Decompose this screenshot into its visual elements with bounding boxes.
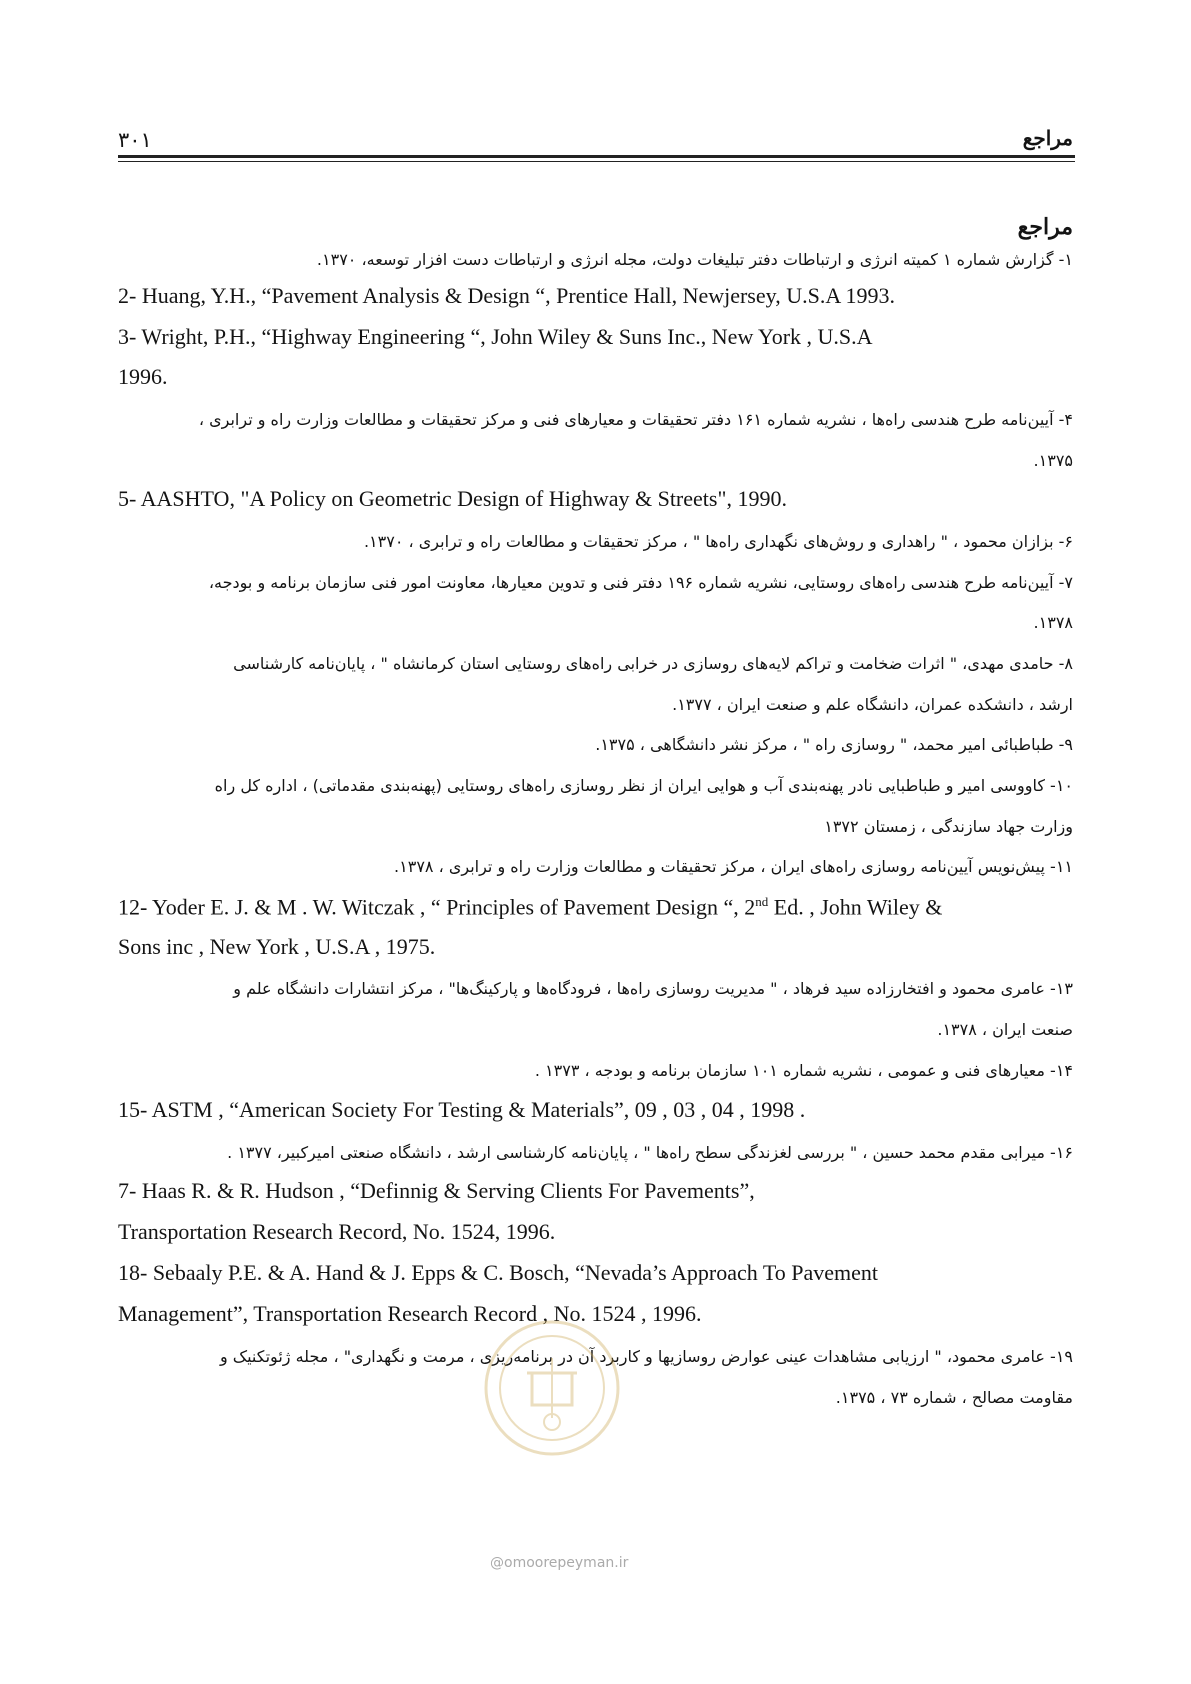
reference-3: 3- Wright, P.H., “Highway Engineering “, John Wiley & Suns Inc., New York , U.S.A [118, 324, 873, 349]
reference-13: ۱۳- عامری محمود و افتخارزاده سید فرهاد ، " مدیریت روسازی راه‌ها ، فرودگاه‌ها و پارکینگ‌ها" ، مرکز انتشارات دانشگاه علم و [233, 979, 1073, 998]
reference-4: ۴- آیین‌نامه طرح هندسی راه‌ها ، نشریه شماره ۱۶۱ دفتر تحقیقات و معیارهای فنی و مرکز تحقیقات و مطالعات وزارت راه و ترابری ، [198, 410, 1073, 429]
reference-12 [118, 894, 942, 920]
reference-12-text: 12- Yoder E. J. & M . W. Witczak , “ Principles of Pavement Design “, 2 [118, 894, 756, 920]
reference-13-cont: صنعت ایران ، ۱۳۷۸. [937, 1020, 1073, 1039]
reference-17: 7- Haas R. & R. Hudson , “Definnig & Serving Clients For Pavements”, [118, 1178, 755, 1203]
reference-19-cont: مقاومت مصالح ، شماره ۷۳ ، ۱۳۷۵. [835, 1388, 1073, 1407]
reference-18-cont: Management”, Transportation Research Record , No. 1524 , 1996. [118, 1301, 702, 1326]
header-rule [118, 155, 1075, 158]
running-header: مراجع [1022, 126, 1073, 150]
reference-4-cont: ۱۳۷۵. [1033, 451, 1073, 470]
reference-17-cont: Transportation Research Record, No. 1524, 1996. [118, 1219, 556, 1244]
page-number: ۳۰۱ [118, 128, 152, 152]
reference-6: ۶- بزازان محمود ، " راهداری و روش‌های نگهداری راه‌ها " ، مرکز تحقیقات و مطالعات راه و ترابری ، ۱۳۷۰. [363, 532, 1073, 551]
header-rule-thin [118, 161, 1075, 162]
reference-18: 18- Sebaaly P.E. & A. Hand & J. Epps & C. Bosch, “Nevada’s Approach To Pavement [118, 1260, 879, 1285]
reference-1: ۱- گزارش شماره ۱ کمیته انرژی و ارتباطات دفتر تبلیغات دولت، مجله انرژی و ارتباطات دست افزار توسعه، ۱۳۷۰. [316, 250, 1073, 269]
reference-14: ۱۴- معیارهای فنی و عمومی ، نشریه شماره ۱۰۱ سازمان برنامه و بودجه ، ۱۳۷۳ . [534, 1061, 1073, 1080]
reference-12-text-end: Ed. , John Wiley & [768, 894, 943, 920]
reference-2: 2- Huang, Y.H., “Pavement Analysis & Design “, Prentice Hall, Newjersey, U.S.A 1993. [118, 283, 896, 308]
reference-16: ۱۶- میرابی مقدم محمد حسین ، " بررسی لغزندگی سطح راه‌ها " ، پایان‌نامه کارشناسی ارشد ، دانشگاه صنعتی امیرکبیر، ۱۳۷۷ . [227, 1143, 1073, 1162]
reference-9: ۹- طباطبائی امیر محمد، " روسازی راه " ، مرکز نشر دانشگاهی ، ۱۳۷۵. [595, 735, 1073, 754]
watermark: @omoorepeyman.ir [490, 1555, 629, 1571]
reference-15: 15- ASTM , “American Society For Testing & Materials”, 09 , 03 , 04 , 1998 . [118, 1097, 806, 1122]
reference-7: ۷- آیین‌نامه طرح هندسی راه‌های روستایی، نشریه شماره ۱۹۶ دفتر فنی و تدوین معیارها، معاونت امور فنی سازمان برنامه و بودجه، [208, 573, 1073, 592]
reference-8-cont: ارشد ، دانشکده عمران، دانشگاه علم و صنعت ایران ، ۱۳۷۷. [672, 695, 1073, 714]
section-title: مراجع [1017, 214, 1073, 240]
reference-5: 5- AASHTO, "A Policy on Geometric Design of Highway & Streets", 1990. [118, 486, 787, 511]
reference-7-cont: ۱۳۷۸. [1033, 613, 1073, 632]
reference-19: ۱۹- عامری محمود، " ارزیابی مشاهدات عینی عوارض روسازیها و کاربرد آن در برنامه‌ریزی ، مرمت و نگهداری" ، مجله ژئوتکنیک و [219, 1347, 1073, 1366]
reference-11: ۱۱- پیش‌نویس آیین‌نامه روسازی راه‌های ایران ، مرکز تحقیقات و مطالعات وزارت راه و ترابری ، ۱۳۷۸. [394, 857, 1073, 876]
reference-10: ۱۰- کاووسی امیر و طباطبایی نادر پهنه‌بندی آب و هوایی ایران از نظر روسازی راه‌های روستایی (پهنه‌بندی مقدماتی) ، اداره کل راه [214, 776, 1073, 795]
reference-3-cont: 1996. [118, 364, 168, 389]
reference-12-superscript: nd [755, 894, 769, 909]
seal-stamp-icon [482, 1318, 622, 1458]
reference-12-cont: Sons inc , New York , U.S.A , 1975. [118, 934, 436, 959]
reference-10-cont: وزارت جهاد سازندگی ، زمستان ۱۳۷۲ [824, 817, 1073, 836]
reference-8: ۸- حامدی مهدی، " اثرات ضخامت و تراکم لایه‌های روسازی در خرابی راه‌های روستایی استان کرمانشاه " ، پایان‌نامه کارشناسی [233, 654, 1073, 673]
